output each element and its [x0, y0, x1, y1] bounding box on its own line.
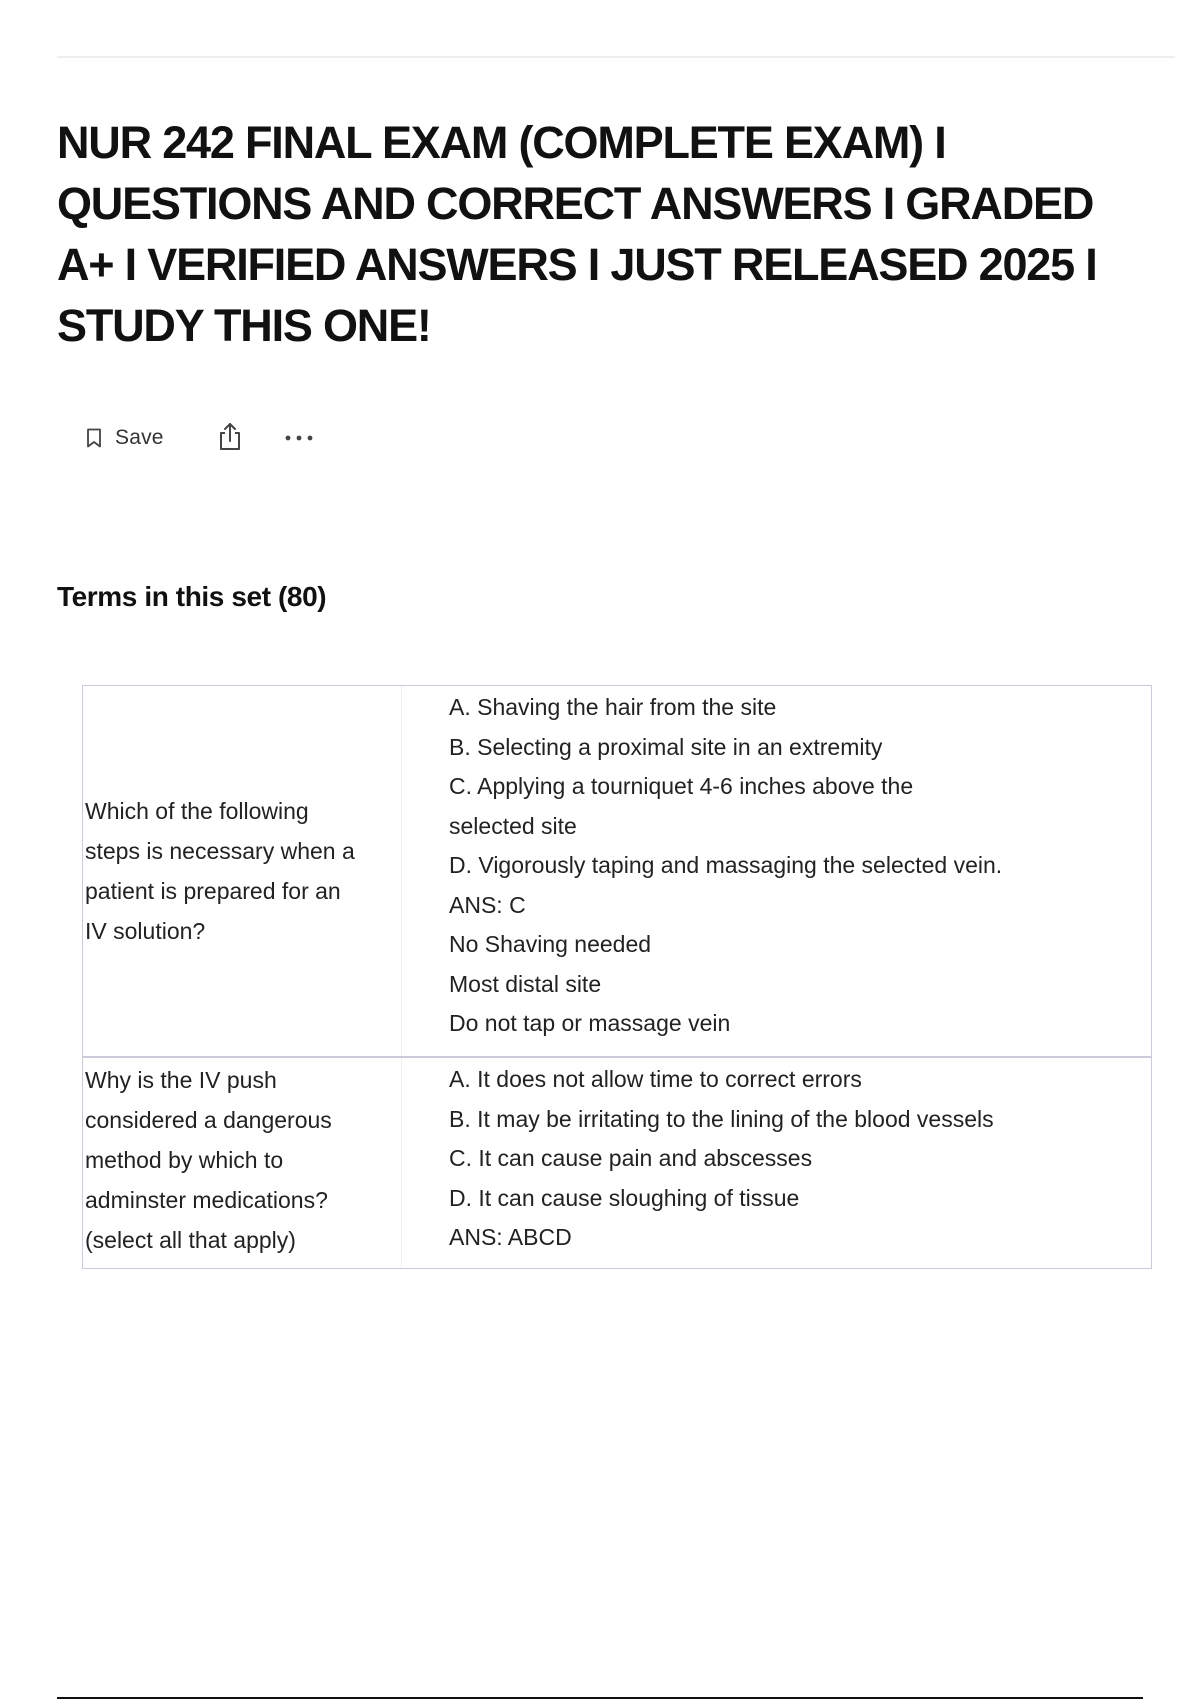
definition-line: Do not tap or massage vein — [449, 1010, 731, 1036]
term-card — [83, 686, 1151, 1056]
definition-line: B. Selecting a proximal site in an extremity — [449, 733, 883, 760]
term-line: method by which to — [85, 1147, 284, 1173]
definition-line: C. Applying a tourniquet 4-6 inches above the — [449, 773, 914, 799]
term-line: Why is the IV push — [85, 1067, 277, 1093]
save-label: Save — [115, 426, 164, 449]
definition-line: A. It does not allow time to correct errors — [449, 1066, 862, 1092]
bookmark-icon — [86, 428, 102, 448]
answer-line: ANS: C — [449, 891, 526, 918]
definition-line: C. It can cause pain and abscesses — [449, 1145, 813, 1171]
term-line: Which of the following — [85, 798, 309, 824]
term-line: (select all that apply) — [85, 1227, 296, 1253]
title-line: NUR 242 FINAL EXAM (COMPLETE EXAM) I — [57, 117, 946, 168]
term-line: patient is prepared for an — [85, 878, 341, 904]
definition-line: No Shaving needed — [449, 931, 652, 957]
title-line: QUESTIONS AND CORRECT ANSWERS I GRADED — [57, 178, 1094, 229]
page-title — [57, 112, 1177, 356]
title-line: STUDY THIS ONE! — [57, 300, 431, 351]
share-icon — [216, 421, 244, 456]
terms-count-heading: Terms in this set (80) — [57, 581, 327, 612]
definition-line: A. Shaving the hair from the site — [449, 694, 777, 720]
definition-line: B. It may be irritating to the lining of the blood vessels — [449, 1105, 994, 1132]
term-question — [83, 1058, 402, 1268]
set-actions-bar — [86, 420, 314, 456]
definition-line: D. Vigorously taping and massaging the selected vein. — [449, 852, 1003, 878]
term-line: steps is necessary when a — [85, 838, 355, 864]
save-button[interactable] — [86, 426, 164, 450]
terms-table — [82, 685, 1152, 1269]
bottom-divider — [57, 1697, 1143, 1699]
title-line: A+ I VERIFIED ANSWERS I JUST RELEASED 2025 I — [57, 239, 1097, 290]
more-options-button[interactable] — [284, 429, 314, 447]
term-line: IV solution? — [85, 918, 206, 944]
top-divider — [57, 56, 1175, 58]
definition-line: Most distal site — [449, 970, 602, 997]
term-line: considered a dangerous — [85, 1107, 332, 1133]
definition-line: selected site — [449, 812, 577, 839]
term-definition — [402, 686, 1151, 1056]
definition-line: D. It can cause sloughing of tissue — [449, 1184, 800, 1211]
term-definition — [402, 1058, 1151, 1268]
answer-line: ANS: ABCD — [449, 1224, 572, 1250]
term-line: adminster medications? — [85, 1187, 328, 1213]
more-horizontal-icon — [284, 429, 314, 447]
share-button[interactable] — [216, 421, 244, 456]
term-card — [83, 1056, 1151, 1268]
term-question — [83, 686, 402, 1056]
